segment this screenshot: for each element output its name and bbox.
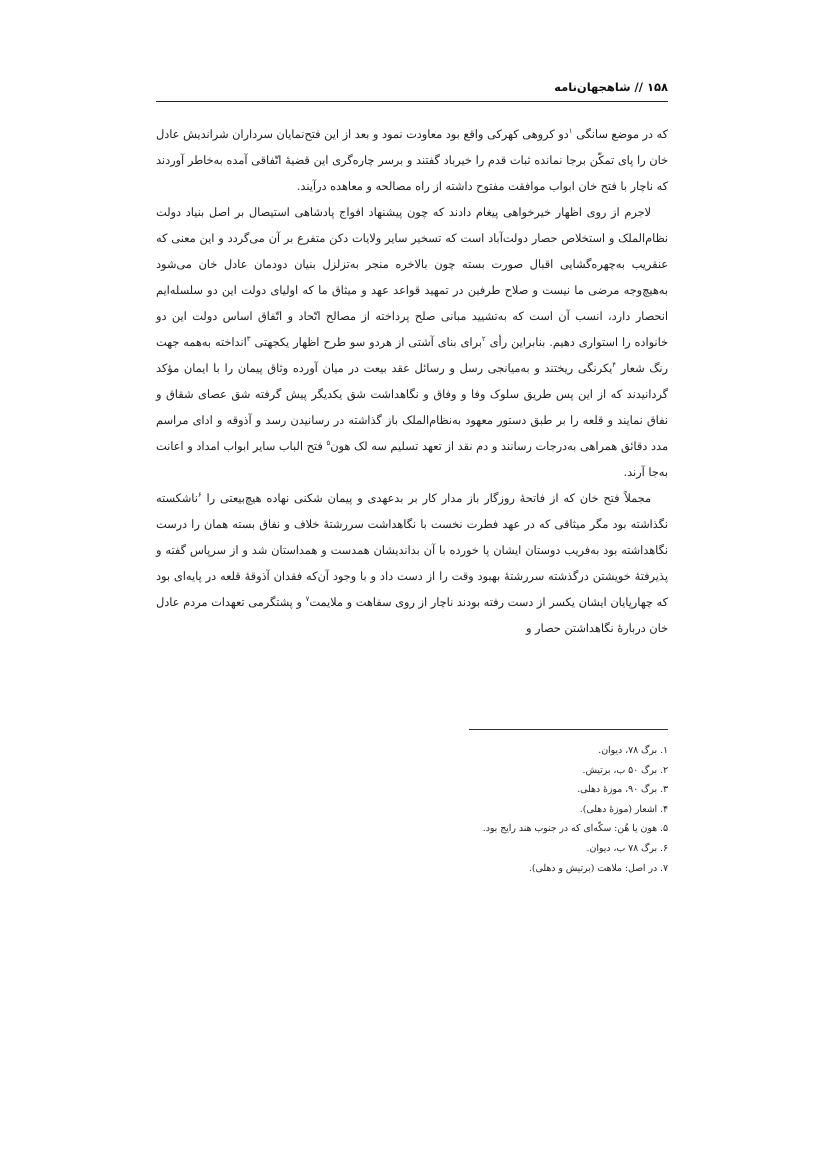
footnote-2: ۲. برگ ۵۰ ب، برتیش.	[582, 764, 668, 776]
paragraph-3	[156, 486, 668, 642]
footnote-4: ۴. اشعار (موزهٔ دهلی).	[579, 803, 668, 815]
footnote-1: ۱. برگ ۷۸، دیوان.	[598, 745, 668, 756]
paragraph-1-text-a: که در موضع سانگی	[572, 128, 668, 141]
footnote-marker-3: ۳	[246, 335, 251, 343]
header-divider	[156, 101, 668, 102]
paragraph-2-text-d: یکرنگی ریختند و به‌میانجی رسل و رسائل عقد بیعت در میان آورده وثاق پیمان را با ایمان مؤکد گردانیدند که از این پس طریق سلوک وفا و وفاق و نگاهداشت شق یکدیگر پیش گرفته شق عصای شقاق و نفاق نمایند و قلعه را بر طبق دستور معهود به‌نظام‌الملک باز گذاشته در رسانیدن رسد و آذوقه و ادای مراسم مدد دقائق همراهی به‌درجات رسانند و دم نقد از تعهد تسلیم سه لک هون	[156, 362, 668, 453]
paragraph-3-text-a: مجملاً فتح خان که از فاتحهٔ روزگار باز مدار کار بر بدعهدی و پیمان شکنی نهاده هیچ‌بیعتی را	[201, 492, 651, 505]
footnote-marker-7: ۷	[305, 595, 310, 603]
footnote-marker-4: ۴	[612, 361, 617, 369]
footnote-marker-5: ۵	[326, 439, 331, 447]
paragraph-2-text-e: فتح الباب سایر ابواب امداد و اعانت به‌جا آرند.	[156, 440, 668, 479]
footnote-marker-6: ۶	[197, 491, 202, 499]
footnotes	[300, 741, 668, 878]
footnote-3: ۳. برگ ۹۰، موزهٔ دهلی.	[577, 784, 668, 796]
paragraph-3-text-b: ناشکسته نگذاشته بود مگر میثاقی که در عهد فطرت نخست با نگاهداشت سررشتهٔ خلاف و نفاق بسته همان را درست نگاهداشته بود به‌فریب دوستان ایشان پا خورده با آن بداندیشان همدست و همداستان شد و از سرپاس گفته و پذیرفتهٔ خویشتن درگذشته سررشتهٔ بهبود وقت را از دست داد و با وجود آن‌که فقدان آذوقهٔ قلعه در پایه‌ای بود که چهارپایان ایشان یکسر از دست رفته بودند ناچار از روی سفاهت و ملایمت	[156, 492, 668, 609]
footnote-6: ۶. برگ ۷۸ ب، دیوان.	[586, 842, 668, 854]
paragraph-2-text-b: برای بنای آشتی از هردو سو طرح اظهار یکجهتی	[250, 336, 482, 349]
paragraph-3-text-c: و پشتگرمی تعهدات مردم عادل خان دربارهٔ نگاهداشتن حصار و	[156, 596, 668, 635]
running-header: ۱۵۸ // شاهجهان‌نامه	[554, 80, 668, 94]
paragraph-1-text-b: دو کروهی کهرکی واقع بود معاودت نمود و بعد از این فتح‌نمایان سرداران شراندیش عادل خان را پای تمکّن برجا نمانده ثبات قدم را خیرباد گفتند و برسر چاره‌گری این قضیهٔ اتّفاقی آمده به‌خاطر آوردند که ناچار با فتح خان ابواب موافقت مفتوح داشته از راه مصالحه و معاهده درآیند.	[156, 128, 668, 193]
paragraph-2	[156, 200, 668, 486]
paragraph-2-text-a: لاجرم از روی اظهار خیرخواهی پیغام دادند که چون پیشنهاد افواج پادشاهی استیصال بر اصل بنیاد دولت نظام‌الملک و استخلاص حصار دولت‌آباد است که تسخیر سایر ولایات دکن متفرع بر آن می‌گردد و این معنی که عنقریب به‌چهره‌گشایی اقبال صورت بسته چون بالاخره منجر به‌تزلزل بنیان دودمان عادل خان می‌شود به‌هیچ‌وجه مرضی ما نیست و صلاح طرفین در تمهید قواعد عهد و میثاق ما که اولیای دولت این دو سلسله‌ایم انحصار دارد، انسب آن است که به‌تشیید مبانی صلح پرداخته از مصالح اتّحاد و اتّفاق اساس دولت این دو خانواده را استواری دهیم. بنابراین رأی	[156, 206, 668, 349]
footnote-7: ۷. در اصل: ملاهت (برتیش و دهلی).	[528, 862, 668, 874]
paragraph-1	[156, 122, 668, 200]
footnote-marker-1: ۱	[568, 127, 573, 135]
footnote-5: ۵. هون یا هُن: سکّه‌ای که در جنوب هند رایج بود.	[482, 823, 668, 835]
paragraph-2-text-c: انداخته به‌همه جهت رنگ شعار	[156, 336, 668, 375]
footnote-marker-2: ۲	[481, 335, 486, 343]
main-text	[156, 122, 668, 642]
footnote-divider	[469, 729, 668, 730]
